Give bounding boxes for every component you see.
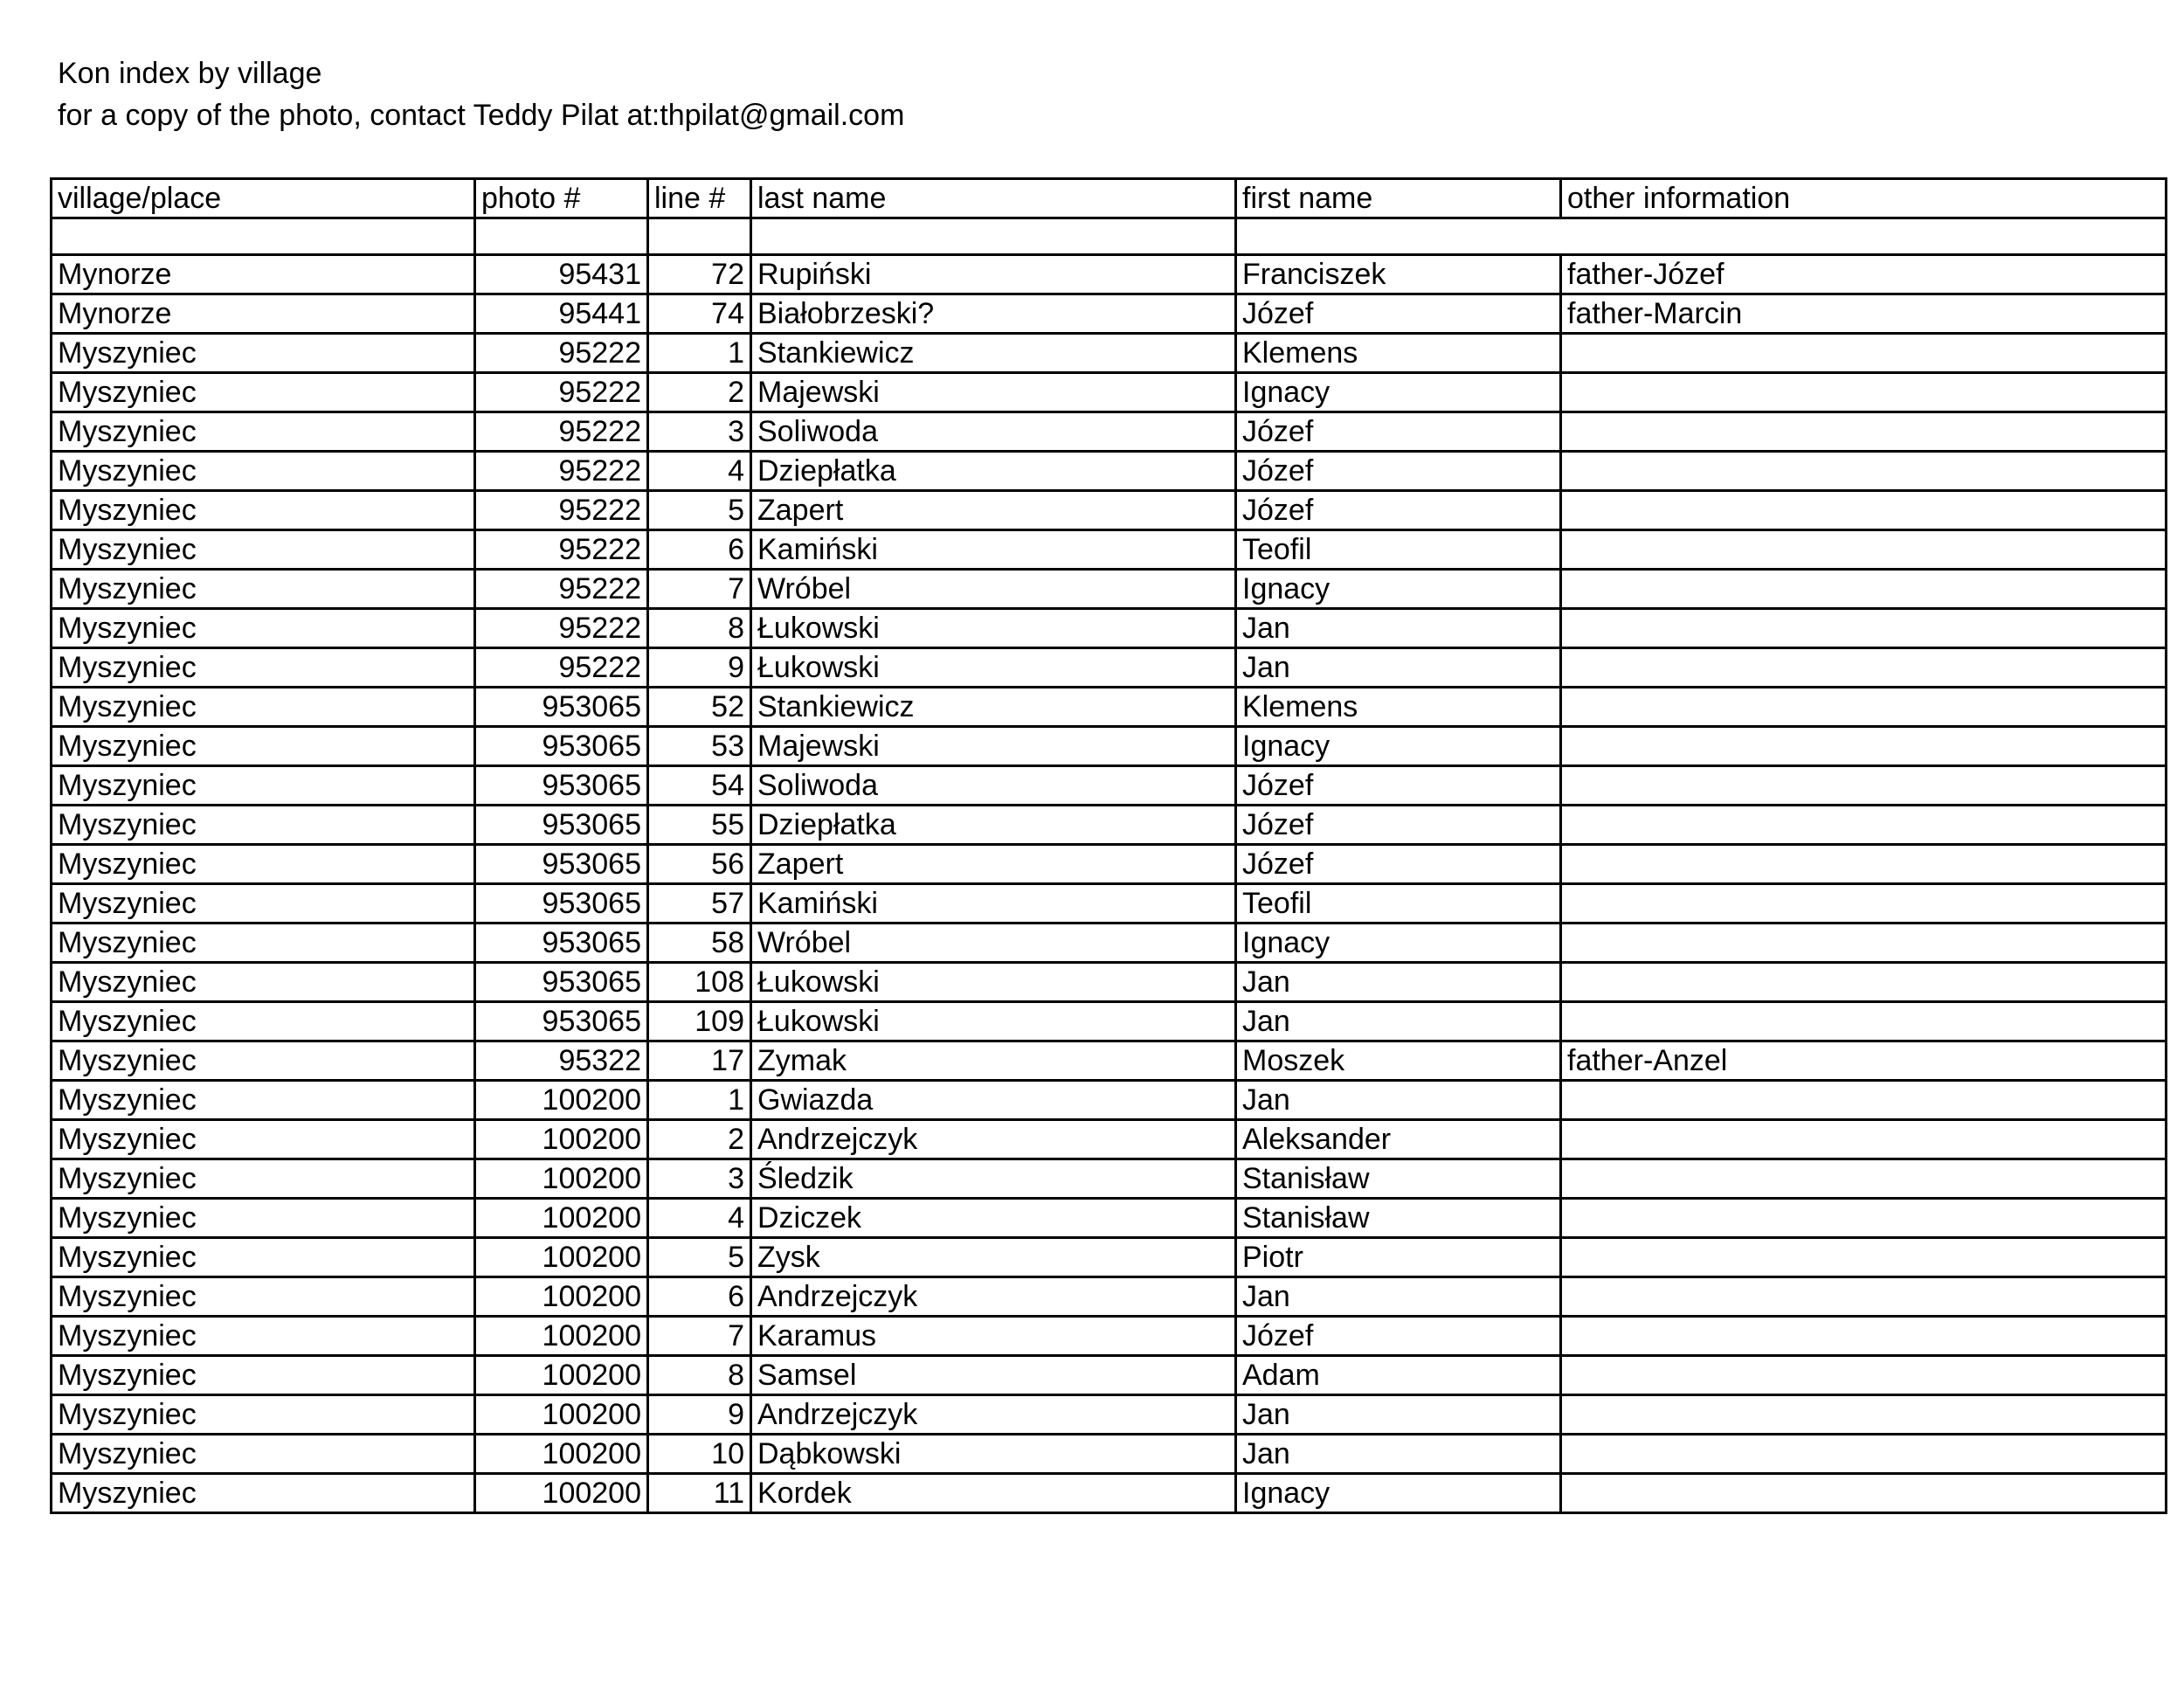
line-number-cell: 3 [648,1159,751,1199]
last-name-cell: Stankiewicz [751,334,1236,373]
first-name-cell: Teofil [1236,884,1561,924]
last-name-cell: Łukowski [751,963,1236,1002]
table-row [52,1395,2167,1435]
table-row [52,1435,2167,1474]
other-information-cell: father-Józef [1561,255,2167,294]
table-row [52,373,2167,412]
table-row [52,688,2167,727]
last-name-cell: Wróbel [751,570,1236,609]
other-information-cell [1561,924,2167,963]
blank-row [52,218,2167,255]
village-cell: Myszyniec [52,766,475,806]
document-title: Kon index by village [58,57,322,90]
last-name-cell: Kamiński [751,530,1236,570]
photo-number-cell: 95441 [475,294,648,334]
table-row [52,766,2167,806]
column-header-other-information: other information [1561,179,2167,218]
other-information-cell: father-Marcin [1561,294,2167,334]
line-number-cell: 1 [648,1081,751,1120]
other-information-cell [1561,373,2167,412]
village-cell: Myszyniec [52,884,475,924]
column-header-village: village/place [52,179,475,218]
village-cell: Myszyniec [52,1041,475,1081]
last-name-cell: Łukowski [751,648,1236,688]
photo-number-cell: 95222 [475,648,648,688]
photo-number-cell: 100200 [475,1435,648,1474]
line-number-cell: 74 [648,294,751,334]
other-information-cell [1561,1238,2167,1277]
village-cell: Myszyniec [52,845,475,884]
line-number-cell: 57 [648,884,751,924]
line-number-cell: 52 [648,688,751,727]
line-number-cell: 11 [648,1474,751,1513]
last-name-cell: Śledzik [751,1159,1236,1199]
last-name-cell: Stankiewicz [751,688,1236,727]
table-row [52,570,2167,609]
column-header-last-name: last name [751,179,1236,218]
line-number-cell: 56 [648,845,751,884]
photo-number-cell: 100200 [475,1474,648,1513]
table-row [52,1356,2167,1395]
table-row [52,924,2167,963]
table-row [52,452,2167,491]
line-number-cell: 8 [648,609,751,648]
blank-cell [648,218,751,255]
line-number-cell: 10 [648,1435,751,1474]
line-number-cell: 8 [648,1356,751,1395]
table-row [52,1474,2167,1513]
other-information-cell [1561,491,2167,530]
village-cell: Myszyniec [52,1238,475,1277]
photo-number-cell: 953065 [475,688,648,727]
line-number-cell: 1 [648,334,751,373]
table-row [52,609,2167,648]
line-number-cell: 72 [648,255,751,294]
last-name-cell: Dziczek [751,1199,1236,1238]
line-number-cell: 7 [648,570,751,609]
line-number-cell: 17 [648,1041,751,1081]
index-table [50,177,2167,1514]
line-number-cell: 58 [648,924,751,963]
photo-number-cell: 100200 [475,1356,648,1395]
last-name-cell: Zapert [751,845,1236,884]
first-name-cell: Moszek [1236,1041,1561,1081]
line-number-cell: 53 [648,727,751,766]
last-name-cell: Białobrzeski? [751,294,1236,334]
line-number-cell: 6 [648,530,751,570]
line-number-cell: 2 [648,1120,751,1159]
last-name-cell: Andrzejczyk [751,1395,1236,1435]
line-number-cell: 9 [648,648,751,688]
other-information-cell [1561,1002,2167,1041]
header-row [52,179,2167,218]
photo-number-cell: 95222 [475,334,648,373]
table-row [52,1081,2167,1120]
first-name-cell: Klemens [1236,334,1561,373]
first-name-cell: Piotr [1236,1238,1561,1277]
village-cell: Mynorze [52,294,475,334]
last-name-cell: Zysk [751,1238,1236,1277]
village-cell: Myszyniec [52,1474,475,1513]
blank-cell [52,218,475,255]
photo-number-cell: 953065 [475,806,648,845]
other-information-cell [1561,1395,2167,1435]
last-name-cell: Kordek [751,1474,1236,1513]
table-row [52,530,2167,570]
other-information-cell [1561,884,2167,924]
line-number-cell: 7 [648,1317,751,1356]
contact-note: for a copy of the photo, contact Teddy Pilat at:thpilat@gmail.com [58,99,905,132]
table-row [52,1317,2167,1356]
photo-number-cell: 100200 [475,1277,648,1317]
table-row [52,294,2167,334]
last-name-cell: Zymak [751,1041,1236,1081]
last-name-cell: Łukowski [751,609,1236,648]
village-cell: Myszyniec [52,1356,475,1395]
village-cell: Myszyniec [52,648,475,688]
village-cell: Myszyniec [52,1395,475,1435]
other-information-cell [1561,1277,2167,1317]
first-name-cell: Stanisław [1236,1199,1561,1238]
village-cell: Myszyniec [52,1159,475,1199]
photo-number-cell: 100200 [475,1081,648,1120]
first-name-cell: Józef [1236,1317,1561,1356]
village-cell: Myszyniec [52,1081,475,1120]
last-name-cell: Kamiński [751,884,1236,924]
first-name-cell: Adam [1236,1356,1561,1395]
village-cell: Myszyniec [52,530,475,570]
photo-number-cell: 95222 [475,530,648,570]
other-information-cell [1561,1199,2167,1238]
column-header-line: line # [648,179,751,218]
other-information-cell [1561,1317,2167,1356]
first-name-cell: Józef [1236,845,1561,884]
photo-number-cell: 100200 [475,1120,648,1159]
last-name-cell: Gwiazda [751,1081,1236,1120]
first-name-cell: Jan [1236,1435,1561,1474]
first-name-cell: Ignacy [1236,924,1561,963]
photo-number-cell: 100200 [475,1317,648,1356]
other-information-cell [1561,452,2167,491]
first-name-cell: Józef [1236,412,1561,452]
photo-number-cell: 95222 [475,570,648,609]
first-name-cell: Klemens [1236,688,1561,727]
line-number-cell: 6 [648,1277,751,1317]
first-name-cell: Jan [1236,1277,1561,1317]
other-information-cell [1561,530,2167,570]
other-information-cell [1561,766,2167,806]
last-name-cell: Dziepłatka [751,452,1236,491]
photo-number-cell: 953065 [475,727,648,766]
first-name-cell: Ignacy [1236,373,1561,412]
other-information-cell [1561,688,2167,727]
first-name-cell: Ignacy [1236,727,1561,766]
line-number-cell: 109 [648,1002,751,1041]
column-header-first-name: first name [1236,179,1561,218]
table-row [52,884,2167,924]
village-cell: Myszyniec [52,1199,475,1238]
last-name-cell: Andrzejczyk [751,1277,1236,1317]
table-row [52,1002,2167,1041]
village-cell: Myszyniec [52,924,475,963]
table-row [52,1120,2167,1159]
table-row [52,491,2167,530]
photo-number-cell: 953065 [475,924,648,963]
first-name-cell: Jan [1236,609,1561,648]
photo-number-cell: 100200 [475,1395,648,1435]
photo-number-cell: 953065 [475,1002,648,1041]
photo-number-cell: 100200 [475,1159,648,1199]
first-name-cell: Stanisław [1236,1159,1561,1199]
column-header-photo: photo # [475,179,648,218]
other-information-cell [1561,963,2167,1002]
first-name-cell: Jan [1236,648,1561,688]
line-number-cell: 3 [648,412,751,452]
other-information-cell [1561,648,2167,688]
first-name-cell: Ignacy [1236,570,1561,609]
table-row [52,963,2167,1002]
photo-number-cell: 95222 [475,491,648,530]
village-cell: Myszyniec [52,609,475,648]
other-information-cell [1561,412,2167,452]
line-number-cell: 54 [648,766,751,806]
village-cell: Myszyniec [52,334,475,373]
table-row [52,1238,2167,1277]
first-name-cell: Jan [1236,963,1561,1002]
table-row [52,1199,2167,1238]
photo-number-cell: 953065 [475,845,648,884]
village-cell: Myszyniec [52,1120,475,1159]
village-cell: Myszyniec [52,963,475,1002]
other-information-cell [1561,1159,2167,1199]
table-row [52,727,2167,766]
last-name-cell: Andrzejczyk [751,1120,1236,1159]
line-number-cell: 55 [648,806,751,845]
photo-number-cell: 95222 [475,609,648,648]
table-row [52,334,2167,373]
last-name-cell: Soliwoda [751,766,1236,806]
line-number-cell: 5 [648,1238,751,1277]
village-cell: Myszyniec [52,373,475,412]
other-information-cell: father-Anzel [1561,1041,2167,1081]
village-cell: Myszyniec [52,1002,475,1041]
line-number-cell: 5 [648,491,751,530]
table-row [52,1159,2167,1199]
photo-number-cell: 95222 [475,452,648,491]
first-name-cell: Józef [1236,806,1561,845]
other-information-cell [1561,1081,2167,1120]
first-name-cell: Józef [1236,491,1561,530]
village-cell: Myszyniec [52,1435,475,1474]
first-name-cell: Franciszek [1236,255,1561,294]
blank-cell [475,218,648,255]
other-information-cell [1561,1474,2167,1513]
first-name-cell: Józef [1236,294,1561,334]
table-row [52,1277,2167,1317]
last-name-cell: Samsel [751,1356,1236,1395]
village-cell: Myszyniec [52,727,475,766]
table-row [52,1041,2167,1081]
other-information-cell [1561,1356,2167,1395]
line-number-cell: 9 [648,1395,751,1435]
village-cell: Myszyniec [52,452,475,491]
photo-number-cell: 100200 [475,1238,648,1277]
table-row [52,412,2167,452]
last-name-cell: Łukowski [751,1002,1236,1041]
other-information-cell [1561,806,2167,845]
table-row [52,255,2167,294]
village-cell: Myszyniec [52,1277,475,1317]
other-information-cell [1561,845,2167,884]
photo-number-cell: 100200 [475,1199,648,1238]
last-name-cell: Wróbel [751,924,1236,963]
first-name-cell: Jan [1236,1081,1561,1120]
table-row [52,806,2167,845]
other-information-cell [1561,570,2167,609]
first-name-cell: Jan [1236,1395,1561,1435]
last-name-cell: Majewski [751,727,1236,766]
village-cell: Myszyniec [52,688,475,727]
first-name-cell: Ignacy [1236,1474,1561,1513]
first-name-cell: Józef [1236,766,1561,806]
blank-cell [1236,218,2167,255]
last-name-cell: Zapert [751,491,1236,530]
other-information-cell [1561,727,2167,766]
other-information-cell [1561,334,2167,373]
other-information-cell [1561,1120,2167,1159]
village-cell: Myszyniec [52,491,475,530]
line-number-cell: 4 [648,1199,751,1238]
village-cell: Myszyniec [52,412,475,452]
last-name-cell: Dziepłatka [751,806,1236,845]
last-name-cell: Dąbkowski [751,1435,1236,1474]
blank-cell [751,218,1236,255]
last-name-cell: Rupiński [751,255,1236,294]
village-cell: Mynorze [52,255,475,294]
table-row [52,845,2167,884]
village-cell: Myszyniec [52,806,475,845]
photo-number-cell: 953065 [475,963,648,1002]
other-information-cell [1561,1435,2167,1474]
line-number-cell: 108 [648,963,751,1002]
last-name-cell: Karamus [751,1317,1236,1356]
first-name-cell: Aleksander [1236,1120,1561,1159]
line-number-cell: 2 [648,373,751,412]
village-cell: Myszyniec [52,570,475,609]
village-cell: Myszyniec [52,1317,475,1356]
photo-number-cell: 95431 [475,255,648,294]
last-name-cell: Majewski [751,373,1236,412]
photo-number-cell: 95222 [475,412,648,452]
photo-number-cell: 953065 [475,766,648,806]
photo-number-cell: 953065 [475,884,648,924]
table-row [52,648,2167,688]
other-information-cell [1561,609,2167,648]
photo-number-cell: 95222 [475,373,648,412]
line-number-cell: 4 [648,452,751,491]
first-name-cell: Teofil [1236,530,1561,570]
last-name-cell: Soliwoda [751,412,1236,452]
photo-number-cell: 95322 [475,1041,648,1081]
first-name-cell: Jan [1236,1002,1561,1041]
first-name-cell: Józef [1236,452,1561,491]
table-body [52,179,2167,1513]
